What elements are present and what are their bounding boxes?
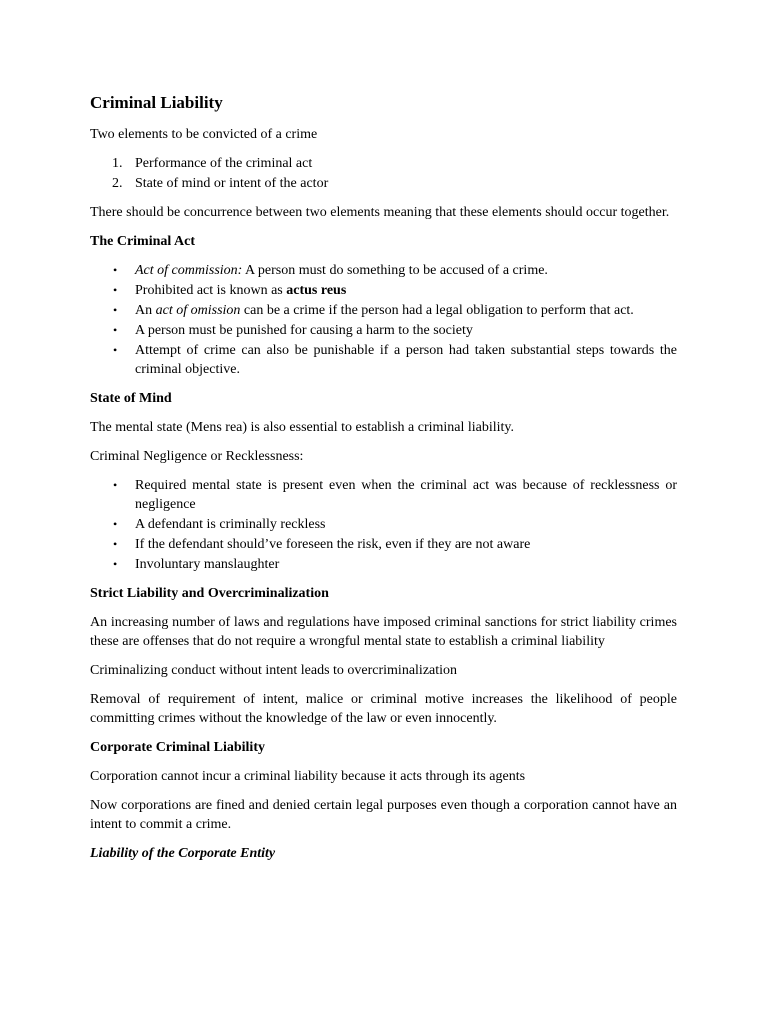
criminal-act-heading: The Criminal Act xyxy=(90,234,195,249)
negligence-list xyxy=(90,476,677,574)
list-item-text: An xyxy=(135,303,156,318)
intent-removal-paragraph: Removal of requirement of intent, malice or criminal motive increases the likelihood of people committing crimes without the knowledge of the law or even innocently. xyxy=(90,692,677,726)
bullet-icon: • xyxy=(113,343,118,357)
list-number: 2. xyxy=(112,176,123,191)
list-item xyxy=(90,301,677,320)
bullet-icon: • xyxy=(113,263,118,277)
strict-liability-heading: Strict Liability and Overcriminalization xyxy=(90,586,329,601)
list-item-text: Attempt of crime can also be punishable if a person had taken substantial steps towards the criminal objective. xyxy=(135,343,677,377)
list-item-text: Required mental state is present even when the criminal act was because of recklessness or negligence xyxy=(135,478,677,512)
list-item-text: State of mind or intent of the actor xyxy=(135,176,329,191)
omission-term: act of omission xyxy=(155,303,241,318)
overcriminalization-paragraph: Criminalizing conduct without intent leads to overcriminalization xyxy=(90,663,458,678)
list-item xyxy=(90,281,677,300)
bullet-icon: • xyxy=(113,323,118,337)
bullet-icon: • xyxy=(113,517,118,531)
negligence-paragraph: Criminal Negligence or Recklessness: xyxy=(90,449,304,464)
criminal-act-list xyxy=(90,261,677,379)
list-item-text: If the defendant should’ve foreseen the risk, even if they are not aware xyxy=(135,537,531,552)
page-title: Criminal Liability xyxy=(90,93,223,112)
intro-paragraph: Two elements to be convicted of a crime xyxy=(90,127,318,142)
list-item xyxy=(90,154,677,173)
bullet-icon: • xyxy=(113,283,118,297)
list-item xyxy=(90,321,677,340)
elements-list xyxy=(90,154,677,193)
list-item-text: Involuntary manslaughter xyxy=(135,557,280,572)
list-number: 1. xyxy=(112,156,123,171)
corporate-fines-paragraph: Now corporations are fined and denied certain legal purposes even though a corporation cannot have an intent to commit a crime. xyxy=(90,798,677,832)
bullet-icon: • xyxy=(113,557,118,571)
bullet-icon: • xyxy=(113,478,118,492)
actus-reus-term: actus reus xyxy=(286,283,347,298)
list-item-text: A person must do something to be accused of a crime. xyxy=(242,263,548,278)
list-item-text: A person must be punished for causing a harm to the society xyxy=(135,323,473,338)
list-item-text: Performance of the criminal act xyxy=(135,156,313,171)
mens-rea-paragraph: The mental state (Mens rea) is also essential to establish a criminal liability. xyxy=(90,420,515,435)
corporate-agents-paragraph: Corporation cannot incur a criminal liability because it acts through its agents xyxy=(90,769,526,784)
state-of-mind-heading: State of Mind xyxy=(90,391,172,406)
list-item xyxy=(90,476,677,514)
bullet-icon: • xyxy=(113,537,118,551)
list-item xyxy=(90,261,677,280)
corporate-entity-subheading: Liability of the Corporate Entity xyxy=(90,846,276,861)
list-item xyxy=(90,535,677,554)
commission-term: Act of commission: xyxy=(135,263,243,278)
list-item-text: A defendant is criminally reckless xyxy=(135,517,326,532)
strict-liability-paragraph: An increasing number of laws and regulations have imposed criminal sanctions for strict liability crimes these are offenses that do not require a wrongful mental state to establish a criminal liability xyxy=(90,615,677,649)
list-item xyxy=(90,341,677,379)
bullet-icon: • xyxy=(113,303,118,317)
list-item-text: can be a crime if the person had a legal obligation to perform that act. xyxy=(240,303,634,318)
corporate-liability-heading: Corporate Criminal Liability xyxy=(90,740,265,755)
concurrence-paragraph: There should be concurrence between two elements meaning that these elements should occur together. xyxy=(90,205,670,220)
list-item xyxy=(90,555,677,574)
list-item xyxy=(90,174,677,193)
list-item xyxy=(90,515,677,534)
list-item-text: Prohibited act is known as xyxy=(135,283,287,298)
document-content xyxy=(90,91,677,873)
